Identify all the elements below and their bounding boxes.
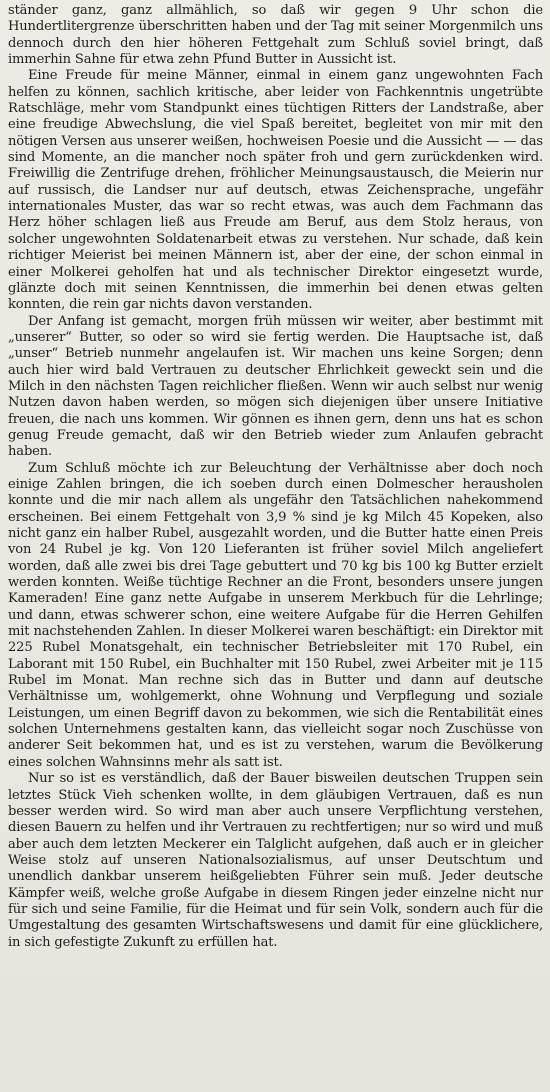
paragraph-conclusion: Nur so ist es verständlich, daß der Bauer bisweilen deutschen Truppen sein letztes Stück Vieh schenken wollte, in dem gläubigen Vertrauen, daß es nun besser werden wird. So wird man aber auch unsere Verpflichtung verstehen, diesen Bauern zu helfen und ihr Vertrauen zu rechtfertigen; nur so wird und muß aber auch dem letzten Meckerer ein Talglicht aufgehen, daß auch er in gleicher Weise stolz auf unseren Nationalsozialismus, auf unser Deutschtum und unendlich dankbar unserem heißgeliebten Führer sein muß. Jeder deutsche Kämpfer weiß, welche große Aufgabe in diesem Ringen jeder einzelne nicht nur für sich und seine Familie, für die Heimat und für sein Volk, sondern auch für die Umgestaltung des gesamten Wirtschaftswesens und damit für eine glücklichere, in sich gefestigte Zukunft zu erfüllen hat. <box>8 771 543 950</box>
article-body <box>8 3 543 951</box>
paragraph-continuation: ständer ganz, ganz allmählich, so daß wir gegen 9 Uhr schon die Hundertlitergrenze überschritten haben und der Tag mit seiner Morgenmilch uns dennoch durch den hier höheren Fettgehalt zum Schluß soviel bringt, daß immerhin Sahne für etwa zehn Pfund Butter in Aussicht ist. <box>8 3 543 68</box>
paragraph-beginning-made: Der Anfang ist gemacht, morgen früh müssen wir weiter, aber bestimmt mit „unserer“ Butter, so oder so wird sie fertig werden. Die Hauptsache ist, daß „unser“ Betrieb nunmehr angelaufen ist. Wir machen uns keine Sorgen; denn auch hier wird bald Vertrauen zu deutscher Ehrlichkeit geweckt sein und die Milch in den nächsten Tagen reichlicher fließen. Wenn wir auch selbst nur wenig Nutzen davon haben werden, so mögen sich diejenigen über unsere Initiative freuen, die nach uns kommen. Wir gönnen es ihnen gern, denn uns hat es schon genug Freude gemacht, daß wir den Betrieb wieder zum Anlaufen gebracht haben. <box>8 313 543 460</box>
paragraph-helpers-joy: Eine Freude für meine Männer, einmal in einem ganz ungewohnten Fach helfen zu können, sachlich kritische, aber leider von Fachkenntnis ungetrübte Ratschläge, mehr vom Standpunkt eines tüchtigen Ritters der Landstraße, aber eine freudige Abwechslung, die viel Spaß bereitet, begleitet von mir mit den nötigen Versen aus unserer weißen, hochweisen Poesie und die Aussicht — — das sind Momente, an die mancher noch später froh und gern zurückdenken wird. Freiwillig die Zentrifuge drehen, fröhlicher Meinungsaustausch, die Meierin nur auf russisch, die Landser nur auf deutsch, etwas Zeichensprache, ungefähr internationales Muster, das war so recht etwas, was auch dem Fachmann das Herz höher schlagen ließ aus Freude am Beruf, aus dem Stolz heraus, von solcher ungewohnten Soldatenarbeit etwas zu verstehen. Nur schade, daß kein richtiger Meierist bei meinen Männern ist, aber der eine, der schon einmal in einer Molkerei geholfen hat und als technischer Direktor eingesetzt wurde, glänzte doch mit seinen Kenntnissen, die immerhin bei denen etwas gelten konnten, die rein gar nichts davon verstanden. <box>8 68 543 313</box>
paragraph-figures: Zum Schluß möchte ich zur Beleuchtung der Verhältnisse aber doch noch einige Zahlen bringen, die ich soeben durch einen Dolmescher herausholen konnte und die mir nach allem als ungefähr den Tatsächlichen nahekommend erscheinen. Bei einem Fettgehalt von 3,9 % sind je kg Milch 45 Kopeken, also nicht ganz ein halber Rubel, ausgezahlt worden, und die Butter hatte einen Preis von 24 Rubel je kg. Von 120 Lieferanten ist früher soviel Milch angeliefert worden, daß alle zwei bis drei Tage gebuttert und 70 kg bis 100 kg Butter erzielt werden konnten. Weiße tüchtige Rechner an die Front, besonders unsere jungen Kameraden! Eine ganz nette Aufgabe in unserem Merkbuch für die Lehrlinge; und dann, etwas schwerer schon, eine weitere Aufgabe für die Herren Gehilfen mit nachstehenden Zahlen. In dieser Molkerei waren beschäftigt: ein Direktor mit 225 Rubel Monatsgehalt, ein technischer Betriebsleiter mit 170 Rubel, ein Laborant mit 150 Rubel, ein Buchhalter mit 150 Rubel, zwei Arbeiter mit je 115 Rubel im Monat. Man rechne sich das in Butter und dann auf deutsche Verhältnisse um, wohlgemerkt, ohne Wohnung und Verpflegung und soziale Leistungen, um einen Begriff davon zu bekommen, wie sich die Rentabilität eines solchen Unternehmens gestalten kann, das vielleicht sogar noch Zuschüsse von anderer Seit bekommen hat, und es ist zu verstehen, warum die Bevölkerung eines solchen Wahnsinns mehr als satt ist. <box>8 460 543 770</box>
